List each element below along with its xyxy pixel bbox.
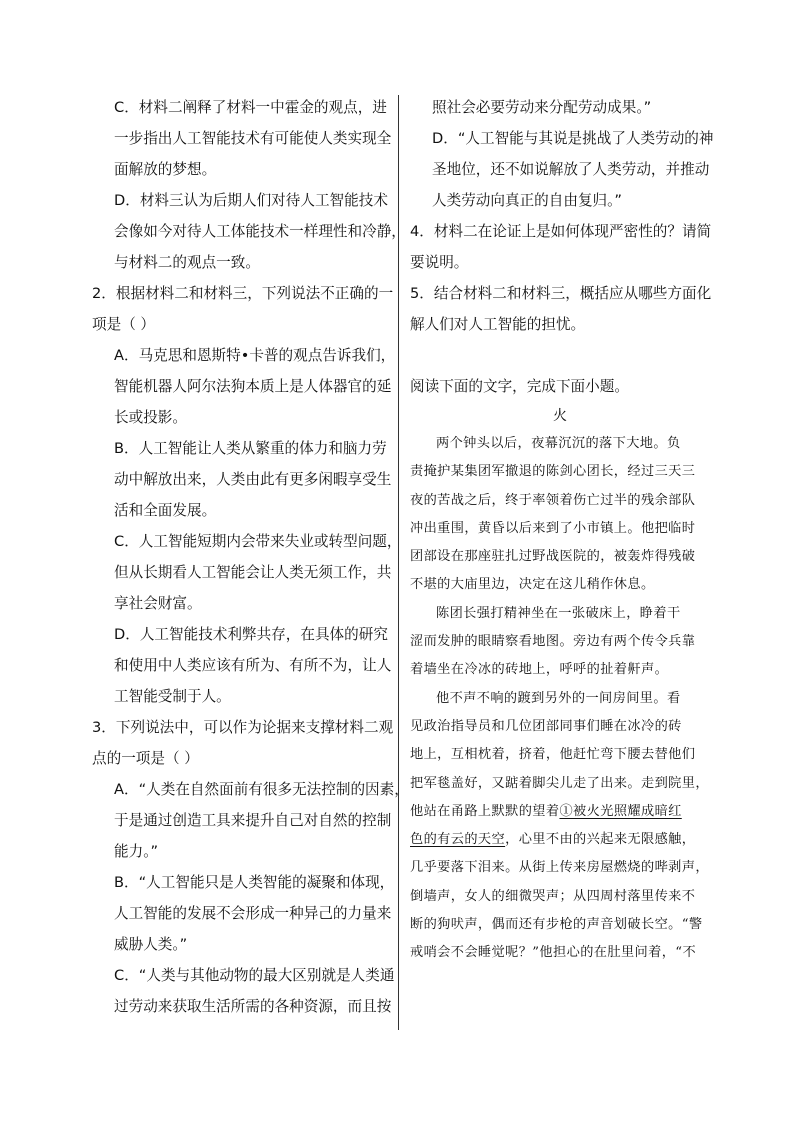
passage-paragraph-3: [410, 685, 710, 968]
text-line: 一步指出人工智能技术有可能使人类实现全: [114, 130, 392, 147]
text-line: 不堪的大庙里边，决定在这儿稍作休息。: [410, 577, 655, 593]
text-line: A．“人类在自然面前有很多无法控制的因素，: [114, 781, 409, 798]
q3-option-c: [92, 960, 395, 1022]
question-4: [410, 216, 710, 278]
q1-option-d: [92, 185, 406, 278]
text-line: 责掩护某集团军撤退的陈剑心团长，经过三天三: [410, 464, 696, 480]
q2-option-c: [92, 526, 402, 619]
q2-option-d: [92, 619, 392, 712]
text-line: 解人们对人工智能的担忧。: [410, 316, 586, 333]
text-line: 5．结合材料二和材料三，概括应从哪些方面化: [410, 285, 712, 302]
question-5: [410, 278, 710, 340]
question-3-stem: [92, 712, 392, 774]
text-line: C．人工智能短期内会带来失业或转型问题，: [114, 533, 402, 550]
text-line: 和使用中人类应该有所为、有所不为，让人: [114, 657, 392, 674]
q3-option-a: [92, 774, 409, 867]
text-line: 2．根据材料二和材料三，下列说法不正确的一: [92, 285, 394, 302]
passage-title: 火: [553, 408, 567, 424]
text-line: [410, 826, 710, 854]
text-line: 地上，互相枕着，挤着，他赶忙弯下腰去替他们: [410, 747, 696, 763]
text-line: 倒墙声，女人的细微哭声；从四周村落里传来不: [410, 888, 696, 904]
text-line: 着墙坐在冷冰的砖地上，呼呼的扯着鼾声。: [410, 662, 669, 678]
text-line: 冲出重围，黄昏以后来到了小市镇上。他把临时: [410, 520, 696, 536]
text-line: 夜的苦战之后，终于率领着伤亡过半的残余部队: [410, 492, 696, 508]
text-line: 能力。”: [114, 843, 159, 860]
text-segment: 他站在甬路上默默的望着: [410, 803, 560, 819]
q3-option-b: [92, 867, 395, 960]
text-line: B．人工智能让人类从繁重的体力和脑力劳: [114, 440, 387, 457]
text-line: C．“人类与其他动物的最大区别就是人类通: [114, 967, 395, 984]
q2-option-a: [92, 340, 396, 433]
text-line: B．“人工智能只是人类智能的凝聚和体现，: [114, 874, 395, 891]
passage-paragraph-1: [410, 430, 710, 600]
text-line: 把军毯盖好，又踮着脚尖儿走了出来。走到院里，: [410, 775, 709, 791]
text-line: 与材料二的观点一致。: [114, 254, 260, 271]
text-line: 动中解放出来，人类由此有更多闲暇享受生: [114, 471, 392, 488]
text-line: D．“人工智能与其说是挑战了人类劳动的神: [432, 130, 714, 147]
q2-option-b: [92, 433, 392, 526]
text-line: 长或投影。: [114, 409, 187, 426]
text-line: 断的狗吠声，偶而还有步枪的声音划破长空。“警: [410, 917, 703, 933]
text-line: 他不声不响的踱到另外的一间房间里。看: [436, 690, 681, 706]
text-line: 要说明。: [410, 254, 469, 271]
reading-instruction: 阅读下面的文字，完成下面小题。: [410, 378, 629, 395]
text-line: 项是（ ）: [92, 316, 156, 333]
text-line: 两个钟头以后，夜幕沉沉的落下大地。负: [436, 436, 681, 451]
text-line: 3．下列说法中，可以作为论据来支撑材料二观: [92, 719, 394, 736]
q1-option-c: [92, 92, 392, 185]
text-line: D．人工智能技术利弊共存，在具体的研究: [114, 626, 388, 643]
question-2-stem: [92, 278, 392, 340]
text-line: 人类劳动向真正的自由复归。”: [432, 192, 622, 209]
text-line: D．材料三认为后期人们对待人工智能技术: [114, 192, 388, 209]
text-line: 圣地位，还不如说解放了人类劳动，并推动: [432, 161, 710, 178]
q3-option-c-continued: 照社会必要劳动来分配劳动成果。”: [432, 99, 652, 116]
spacer: [410, 340, 710, 371]
text-line: 于是通过创造工具来提升自己对自然的控制: [114, 812, 392, 829]
text-line: 面解放的梦想。: [114, 161, 217, 178]
text-line: [410, 798, 710, 826]
text-line: A．马克思和恩斯特•卡普的观点告诉我们，: [114, 347, 396, 364]
text-line: 但从长期看人工智能会让人类无须工作，共: [114, 564, 392, 581]
right-column: [410, 92, 714, 968]
text-line: 涩而发肿的眼睛察看地图。旁边有两个传令兵靠: [410, 634, 696, 650]
text-line: 会像如今对待人工体能技术一样理性和冷静，: [114, 223, 406, 240]
underlined-marked-phrase: 色的有云的天空: [410, 832, 506, 848]
text-line: 享社会财富。: [114, 595, 202, 612]
text-line: 点的一项是（ ）: [92, 750, 199, 767]
text-line: C．材料二阐释了材料一中霍金的观点，进: [114, 99, 387, 116]
text-line: 活和全面发展。: [114, 502, 217, 519]
text-line: 见政治指导员和几位团部同事们睡在冰冷的砖: [410, 718, 682, 734]
text-line: 陈团长强打精神坐在一张破床上，睁着干: [436, 605, 681, 621]
left-column: [92, 92, 409, 1022]
text-line: 过劳动来获取生活所需的各种资源，而且按: [114, 998, 392, 1015]
text-line: 智能机器人阿尔法狗本质上是人体器官的延: [114, 378, 392, 395]
text-line: 团部设在那座驻扎过野战医院的，被轰炸得残破: [410, 549, 696, 565]
text-segment: ，心里不由的兴起来无限感触，: [505, 832, 696, 848]
text-line: 戒哨会不会睡觉呢？”他担心的在肚里问着，“不: [410, 945, 697, 961]
passage-paragraph-2: [410, 600, 710, 685]
text-line: 工智能受制于人。: [114, 688, 231, 705]
text-line: 人工智能的发展不会形成一种异己的力量来: [114, 905, 392, 922]
text-line: 威胁人类。”: [114, 936, 188, 953]
q3-option-d: [410, 123, 714, 216]
text-line: 几乎要落下泪来。从街上传来房屋燃烧的哔剥声，: [410, 860, 709, 876]
underlined-marked-phrase: ①被火光照耀成暗红: [559, 803, 682, 819]
text-line: 4．材料二在论证上是如何体现严密性的？请简: [410, 223, 712, 240]
